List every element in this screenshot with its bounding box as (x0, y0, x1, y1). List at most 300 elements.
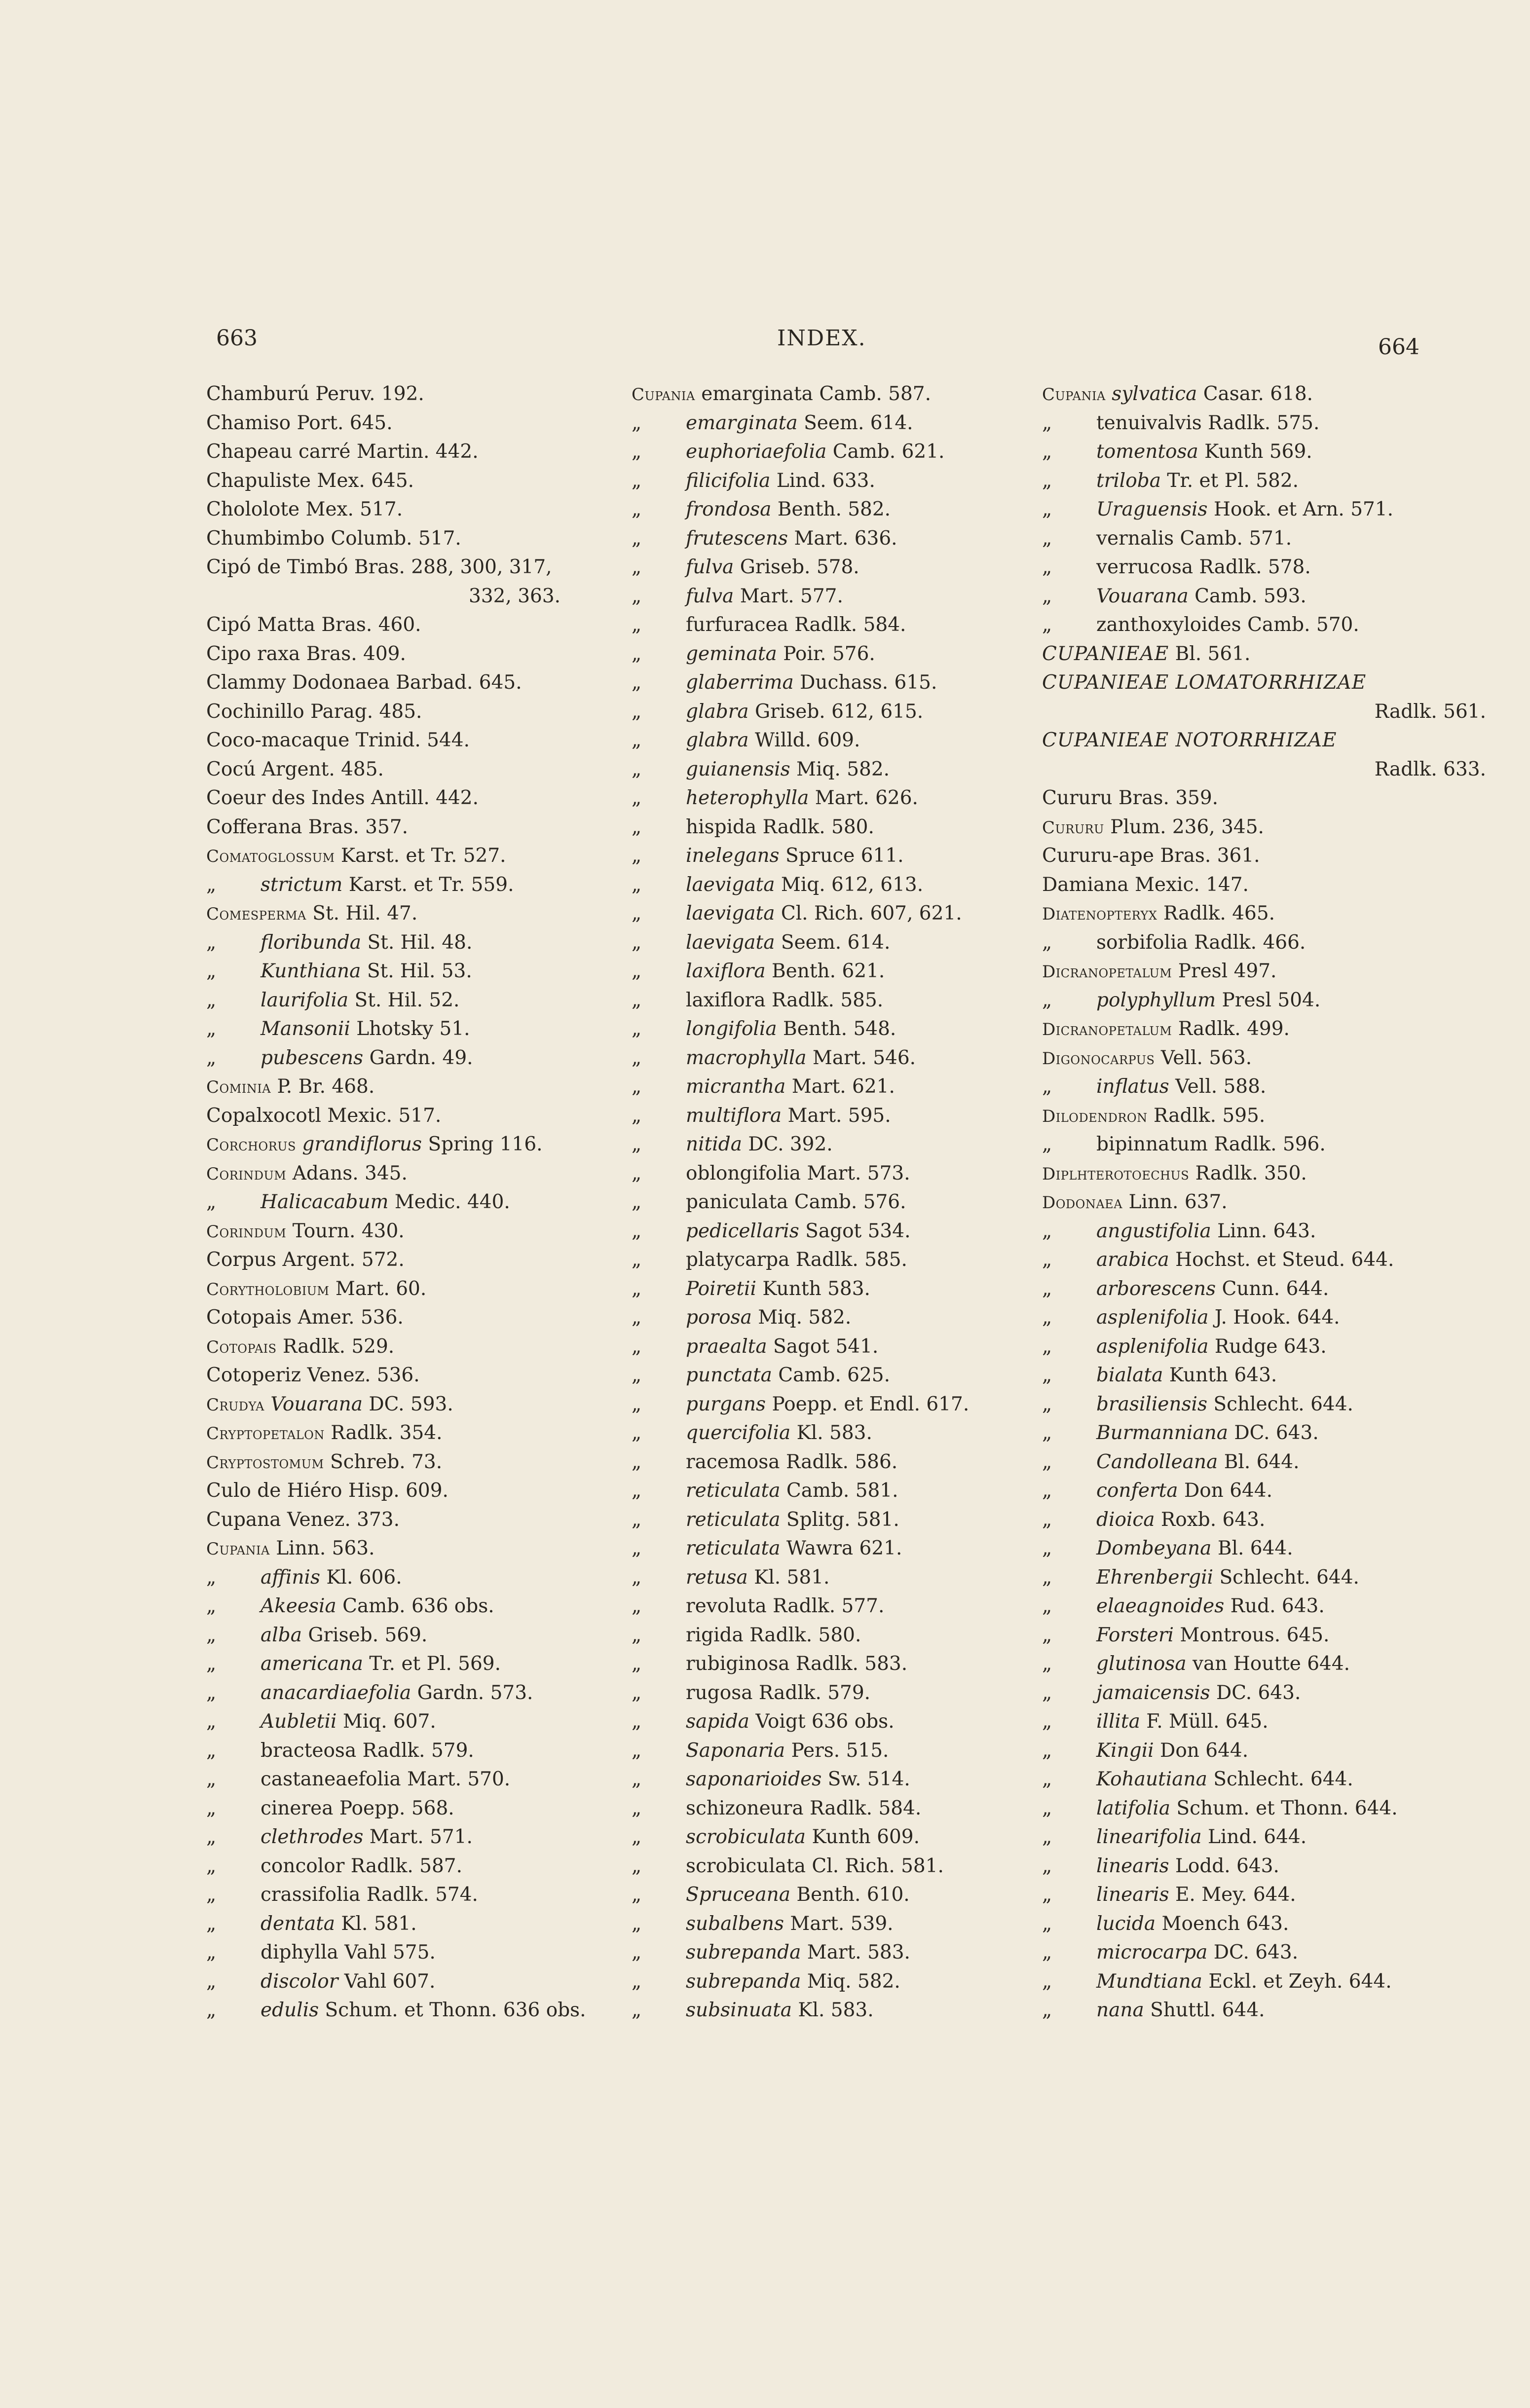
index-entry (206, 1333, 611, 1362)
entry-text: St. Hil. 53. (367, 960, 472, 982)
ditto-mark: „ (632, 1941, 642, 1963)
index-entry (206, 1563, 611, 1593)
entry-text: Copalxocotl Mexic. 517. (206, 1104, 442, 1127)
index-entry (632, 1563, 1036, 1593)
entry-text: Cunn. 644. (1222, 1277, 1329, 1300)
ditto-mark: „ (632, 1681, 642, 1704)
species-epithet: geminata (686, 642, 777, 665)
ditto-mark: „ (1042, 1075, 1052, 1098)
ditto-mark: „ (632, 642, 642, 665)
species-epithet: Dombeyana (1096, 1537, 1212, 1559)
ditto-mark: „ (1042, 1999, 1052, 2021)
index-entry (1042, 1448, 1486, 1477)
ditto-mark: „ (632, 1624, 642, 1646)
entry-text: Don 644. (1184, 1480, 1273, 1502)
ditto-mark: „ (632, 1335, 642, 1358)
genus-name: Cominia (206, 1077, 271, 1097)
ditto-mark: „ (1042, 1306, 1052, 1329)
entry-text: Griseb. 578. (740, 556, 859, 578)
entry-text: St. Hil. 48. (367, 931, 473, 954)
index-entry (632, 1852, 1036, 1881)
entry-text: Cochinillo Parag. 485. (206, 700, 422, 723)
index-entry (206, 438, 611, 467)
entry-text: Presl 504. (1222, 989, 1321, 1011)
species-epithet: laevigata (686, 902, 775, 925)
entry-text: Roxb. 643. (1160, 1508, 1266, 1531)
index-entry (1042, 1275, 1486, 1304)
index-entry (632, 1217, 1036, 1246)
ditto-mark: „ (1042, 1277, 1052, 1300)
tribe-name: CUPANIEAE LOMATORRHIZAE (1042, 671, 1367, 694)
species-epithet: alba (261, 1624, 302, 1646)
index-entry (1042, 1852, 1486, 1881)
species-epithet: linearis (1096, 1884, 1169, 1906)
entry-text: Bl. 644. (1217, 1537, 1293, 1559)
entry-text: Benth. 582. (777, 498, 891, 520)
entry-text: Cofferana Bras. 357. (206, 815, 408, 838)
entry-text: Corpus Argent. 572. (206, 1249, 405, 1271)
index-entry (632, 1102, 1036, 1131)
index-entry (1042, 1765, 1486, 1794)
ditto-mark: „ (632, 1537, 642, 1559)
index-entry (1042, 1679, 1486, 1708)
ditto-mark: „ (632, 614, 642, 636)
index-entry (206, 1073, 611, 1102)
index-entry (1042, 1390, 1486, 1419)
entry-text: Schum. et Thonn. 644. (1176, 1797, 1398, 1819)
index-entry (632, 1361, 1036, 1390)
ditto-mark: „ (1042, 1826, 1052, 1848)
entry-text: Kunth 643. (1169, 1364, 1277, 1386)
species-epithet: subsinuata (686, 1999, 792, 2021)
index-entry (632, 1996, 1036, 2025)
ditto-mark: „ (632, 873, 642, 896)
species-epithet: glabra (686, 729, 749, 751)
index-column-1 (206, 380, 611, 2025)
entry-text: diphylla Vahl 575. (261, 1941, 436, 1963)
species-epithet: bialata (1096, 1364, 1163, 1386)
page-number-left: 663 (216, 326, 258, 351)
entry-text: racemosa Radlk. 586. (686, 1450, 898, 1473)
index-entry (206, 1592, 611, 1621)
entry-text: Sagot 541. (773, 1335, 879, 1358)
entry-text: DC. 593. (369, 1393, 453, 1415)
index-entry (1042, 1361, 1486, 1390)
ditto-mark: „ (632, 1450, 642, 1473)
species-epithet: Vouarana (1096, 585, 1189, 607)
index-entry (632, 495, 1036, 524)
species-epithet: porosa (686, 1306, 752, 1329)
ditto-mark: „ (632, 1191, 642, 1213)
species-epithet: Kohautiana (1096, 1768, 1207, 1790)
tribe-name: CUPANIEAE (1042, 642, 1169, 665)
entry-text: DC. 392. (748, 1133, 833, 1155)
genus-name: Cotopais (206, 1337, 277, 1357)
ditto-mark: „ (206, 960, 217, 982)
ditto-mark: „ (632, 1364, 642, 1386)
index-entry (1042, 668, 1486, 698)
ditto-mark: „ (632, 469, 642, 492)
genus-name: Cupania (206, 1539, 270, 1559)
entry-text: Linn. 563. (276, 1537, 375, 1559)
index-entry (206, 1217, 611, 1246)
entry-text: vernalis Camb. 571. (1096, 527, 1292, 550)
ditto-mark: „ (632, 1162, 642, 1185)
entry-text: Tourn. 430. (292, 1220, 405, 1242)
entry-text: Vell. 588. (1175, 1075, 1267, 1098)
index-entry (632, 553, 1036, 582)
entry-text: Mart. 583. (807, 1941, 910, 1963)
index-entry (206, 842, 611, 871)
ditto-mark: „ (632, 845, 642, 867)
ditto-mark: „ (1042, 1133, 1052, 1155)
index-entry (632, 755, 1036, 784)
entry-text: Miq. 607. (342, 1710, 436, 1733)
entry-text: Mart. 577. (740, 585, 843, 607)
entry-text: Radlk. 465. (1163, 902, 1275, 925)
species-epithet: asplenifolia (1096, 1306, 1209, 1329)
entry-text: zanthoxyloides Camb. 570. (1096, 614, 1359, 636)
species-epithet: elaeagnoides (1096, 1595, 1225, 1617)
species-epithet: Uraguensis (1096, 498, 1208, 520)
index-entry (632, 871, 1036, 900)
species-epithet: triloba (1096, 469, 1161, 492)
entry-text: Schlecht. 644. (1213, 1393, 1353, 1415)
index-entry (632, 986, 1036, 1015)
entry-text: Moench 643. (1161, 1912, 1289, 1935)
ditto-mark: „ (206, 1739, 217, 1762)
index-entry (206, 1881, 611, 1910)
genus-name: Cryptopetalon (206, 1424, 325, 1444)
entry-text: J. Hook. 644. (1214, 1306, 1340, 1329)
entry-text: Sagot 534. (805, 1220, 911, 1242)
index-entry (1042, 1159, 1486, 1188)
entry-text: Bl. 644. (1224, 1450, 1300, 1473)
index-entry (632, 1188, 1036, 1217)
index-entry (1042, 1592, 1486, 1621)
ditto-mark: „ (206, 1046, 217, 1069)
ditto-mark: „ (206, 873, 217, 896)
entry-text: Linn. 637. (1128, 1191, 1228, 1213)
species-epithet: anacardiaefolia (261, 1681, 411, 1704)
index-entry (632, 1967, 1036, 1997)
ditto-mark: „ (1042, 1653, 1052, 1675)
genus-name: Cryptostomum (206, 1452, 324, 1473)
index-entry (1042, 524, 1486, 554)
entry-text: Coeur des Indes Antill. 442. (206, 787, 479, 809)
entry-text: Casar. 618. (1203, 383, 1313, 405)
ditto-mark: „ (632, 1508, 642, 1531)
ditto-mark: „ (632, 1710, 642, 1733)
entry-authority: Radlk. 561. (1374, 700, 1486, 723)
entry-text: castaneaefolia Mart. 570. (261, 1768, 511, 1790)
index-entry (632, 1303, 1036, 1333)
ditto-mark: „ (1042, 1364, 1052, 1386)
index-entry (632, 1044, 1036, 1073)
ditto-mark: „ (1042, 1508, 1052, 1531)
entry-text: Spring 116. (428, 1133, 543, 1155)
entry-text: Benth. 621. (772, 960, 885, 982)
ditto-mark: „ (206, 989, 217, 1011)
species-epithet: Forsteri (1096, 1624, 1174, 1646)
genus-name: Comesperma (206, 904, 306, 924)
species-epithet: sylvatica (1112, 383, 1197, 405)
index-entry (1042, 1333, 1486, 1362)
index-entry (206, 1794, 611, 1823)
ditto-mark: „ (1042, 1884, 1052, 1906)
ditto-mark: „ (1042, 1970, 1052, 1993)
entry-text: rigida Radlk. 580. (686, 1624, 861, 1646)
index-entry (1042, 553, 1486, 582)
index-entry (632, 438, 1036, 467)
ditto-mark: „ (632, 1826, 642, 1848)
species-epithet: laevigata (686, 931, 775, 954)
index-entry (632, 1333, 1036, 1362)
entry-text: Kl. 581. (341, 1912, 417, 1935)
entry-text: Kl. 581. (754, 1566, 830, 1589)
ditto-mark: „ (632, 1797, 642, 1819)
species-epithet: subalbens (686, 1912, 784, 1935)
species-epithet: inelegans (686, 845, 780, 867)
species-epithet: Mansonii (261, 1018, 350, 1040)
ditto-mark: „ (206, 1710, 217, 1733)
ditto-mark: „ (1042, 1768, 1052, 1790)
index-entry (632, 813, 1036, 842)
index-entry (632, 467, 1036, 496)
index-entry-continuation (206, 582, 611, 611)
ditto-mark: „ (206, 931, 217, 954)
genus-name: Diplhterotoechus (1042, 1164, 1190, 1184)
entry-text: Sw. 514. (827, 1768, 910, 1790)
entry-text: Hook. et Arn. 571. (1213, 498, 1394, 520)
entry-text: Camb. 621. (832, 441, 945, 463)
species-epithet: longifolia (686, 1018, 777, 1040)
index-entry (1042, 899, 1486, 928)
entry-text: Gardn. 49. (369, 1046, 473, 1069)
species-epithet: subrepanda (686, 1970, 801, 1993)
genus-name: Dicranopetalum (1042, 1020, 1172, 1039)
index-entry (1042, 1563, 1486, 1593)
species-epithet: glaberrima (686, 671, 794, 694)
genus-name: Corchorus (206, 1135, 296, 1155)
ditto-mark: „ (632, 1595, 642, 1617)
ditto-mark: „ (1042, 1480, 1052, 1502)
entry-text: 332, 363. (469, 585, 561, 607)
entry-text: Pers. 515. (791, 1739, 889, 1762)
genus-name: Cupania (1042, 385, 1106, 405)
entry-text: Hochst. et Steud. 644. (1175, 1249, 1394, 1271)
index-entry (206, 1246, 611, 1275)
index-entry (206, 986, 611, 1015)
index-entry (1042, 784, 1486, 813)
species-epithet: Burmanniana (1096, 1422, 1228, 1444)
entry-text: Radlk. 529. (282, 1335, 395, 1358)
ditto-mark: „ (632, 1249, 642, 1271)
index-entry (632, 409, 1036, 438)
ditto-mark: „ (632, 729, 642, 751)
species-epithet: grandiflorus (302, 1133, 422, 1155)
ditto-mark: „ (632, 758, 642, 780)
ditto-mark: „ (632, 1277, 642, 1300)
index-entry (206, 611, 611, 640)
index-entry (206, 784, 611, 813)
entry-text: St. Hil. 52. (354, 989, 460, 1011)
index-entry (1042, 1910, 1486, 1939)
genus-name: Cupania (632, 385, 695, 405)
ditto-mark: „ (206, 1653, 217, 1675)
ditto-mark: „ (206, 1797, 217, 1819)
ditto-mark: „ (632, 671, 642, 694)
ditto-mark: „ (1042, 1941, 1052, 1963)
entry-text: Griseb. 569. (308, 1624, 428, 1646)
index-entry (632, 1246, 1036, 1275)
species-epithet: subrepanda (686, 1941, 801, 1963)
index-entry (1042, 582, 1486, 611)
genus-name: Corindum (206, 1164, 287, 1184)
entry-text: verrucosa Radlk. 578. (1096, 556, 1311, 578)
page-title: INDEX. (777, 326, 866, 351)
index-entry (632, 1881, 1036, 1910)
entry-text: Miq. 582. (758, 1306, 852, 1329)
entry-text: Clammy Dodonaea Barbad. 645. (206, 671, 522, 694)
index-entry (632, 842, 1036, 871)
ditto-mark: „ (632, 1075, 642, 1098)
entry-text: Voigt 636 obs. (755, 1710, 895, 1733)
index-entry (206, 409, 611, 438)
entry-text: Mart. 571. (369, 1826, 473, 1848)
index-entry (1042, 611, 1486, 640)
entry-text: tenuivalvis Radlk. 575. (1096, 411, 1320, 434)
entry-text: Cl. Rich. 607, 621. (781, 902, 962, 925)
ditto-mark: „ (632, 1854, 642, 1877)
ditto-mark: „ (206, 1854, 217, 1877)
entry-text: Cipó de Timbó Bras. 288, 300, 317, (206, 556, 552, 578)
ditto-mark: „ (632, 931, 642, 954)
index-entry (206, 1448, 611, 1477)
index-entry (206, 928, 611, 958)
species-epithet: Vouarana (270, 1393, 363, 1415)
ditto-mark: „ (632, 1768, 642, 1790)
index-entry (206, 1130, 611, 1159)
index-entry (1042, 1996, 1486, 2025)
entry-text: Karst. et Tr. 527. (340, 845, 506, 867)
species-epithet: latifolia (1096, 1797, 1170, 1819)
entry-text: Adans. 345. (292, 1162, 408, 1185)
index-entry (632, 524, 1036, 554)
species-epithet: floribunda (261, 931, 362, 954)
species-epithet: dentata (261, 1912, 336, 1935)
entry-text: platycarpa Radlk. 585. (686, 1249, 907, 1271)
entry-text: Kunth 569. (1204, 441, 1312, 463)
entry-text: Radlk. 354. (331, 1422, 443, 1444)
entry-text: Chumbimbo Columb. 517. (206, 527, 461, 550)
ditto-mark: „ (1042, 989, 1052, 1011)
index-entry (632, 1506, 1036, 1535)
entry-authority: Radlk. 633. (1374, 758, 1486, 780)
ditto-mark: „ (1042, 441, 1052, 463)
species-epithet: discolor (261, 1970, 338, 1993)
genus-name: Corindum (206, 1222, 287, 1242)
species-epithet: Candolleana (1096, 1450, 1218, 1473)
ditto-mark: „ (632, 1999, 642, 2021)
ditto-mark: „ (206, 1191, 217, 1213)
ditto-mark: „ (632, 527, 642, 550)
entry-text: rubiginosa Radlk. 583. (686, 1653, 908, 1675)
entry-text: F. Müll. 645. (1146, 1710, 1269, 1733)
species-epithet: laevigata (686, 873, 775, 896)
index-entry (1042, 1650, 1486, 1679)
ditto-mark: „ (1042, 931, 1052, 954)
index-entry (1042, 1015, 1486, 1044)
entry-text: Schlecht. 644. (1219, 1566, 1359, 1589)
species-epithet: Saponaria (686, 1739, 785, 1762)
index-entry (1042, 1102, 1486, 1131)
entry-text: P. Br. 468. (277, 1075, 375, 1098)
species-epithet: linearifolia (1096, 1826, 1202, 1848)
genus-name: Crudya (206, 1395, 264, 1415)
entry-text: Lind. 633. (776, 469, 875, 492)
entry-text: Presl 497. (1178, 960, 1277, 982)
species-epithet: quercifolia (686, 1422, 791, 1444)
index-entry (1042, 1823, 1486, 1852)
index-column-3 (1042, 380, 1486, 2025)
entry-text: Poepp. et Endl. 617. (772, 1393, 970, 1415)
index-entry (632, 899, 1036, 928)
ditto-mark: „ (206, 1681, 217, 1704)
ditto-mark: „ (632, 1133, 642, 1155)
index-entry (206, 1967, 611, 1997)
ditto-mark: „ (1042, 1450, 1052, 1473)
entry-text: Seem. 614. (781, 931, 891, 954)
species-epithet: jamaicensis (1096, 1681, 1210, 1704)
species-epithet: pubescens (261, 1046, 364, 1069)
species-epithet: pedicellaris (686, 1220, 799, 1242)
index-entry (1042, 871, 1486, 900)
ditto-mark: „ (206, 1912, 217, 1935)
ditto-mark: „ (1042, 1624, 1052, 1646)
ditto-mark: „ (1042, 556, 1052, 578)
index-entry (206, 524, 611, 554)
ditto-mark: „ (632, 1912, 642, 1935)
entry-text: Medic. 440. (394, 1191, 510, 1213)
genus-name: Diatenopteryx (1042, 904, 1157, 924)
index-entry (1042, 1967, 1486, 1997)
entry-text: Cururu Bras. 359. (1042, 787, 1219, 809)
index-entry (632, 1592, 1036, 1621)
index-entry (1042, 842, 1486, 871)
entry-text: Kl. 606. (326, 1566, 402, 1589)
index-entry (632, 726, 1036, 755)
entry-text: Benth. 548. (783, 1018, 896, 1040)
ditto-mark: „ (206, 1999, 217, 2021)
ditto-mark: „ (632, 989, 642, 1011)
entry-text: Camb. 593. (1194, 585, 1306, 607)
entry-text: Chololote Mex. 517. (206, 498, 403, 520)
tribe-name: CUPANIEAE NOTORRHIZAE (1042, 729, 1337, 751)
species-epithet: Mundtiana (1096, 1970, 1202, 1993)
index-entry (206, 1534, 611, 1563)
ditto-mark: „ (632, 1220, 642, 1242)
entry-text: Coco-macaque Trinid. 544. (206, 729, 470, 751)
entry-text: hispida Radlk. 580. (686, 815, 874, 838)
index-entry (1042, 1073, 1486, 1102)
index-entry (206, 1679, 611, 1708)
species-epithet: punctata (686, 1364, 772, 1386)
species-epithet: Halicacabum (261, 1191, 389, 1213)
index-entry (632, 1707, 1036, 1737)
index-entry (632, 668, 1036, 698)
species-epithet: asplenifolia (1096, 1335, 1209, 1358)
